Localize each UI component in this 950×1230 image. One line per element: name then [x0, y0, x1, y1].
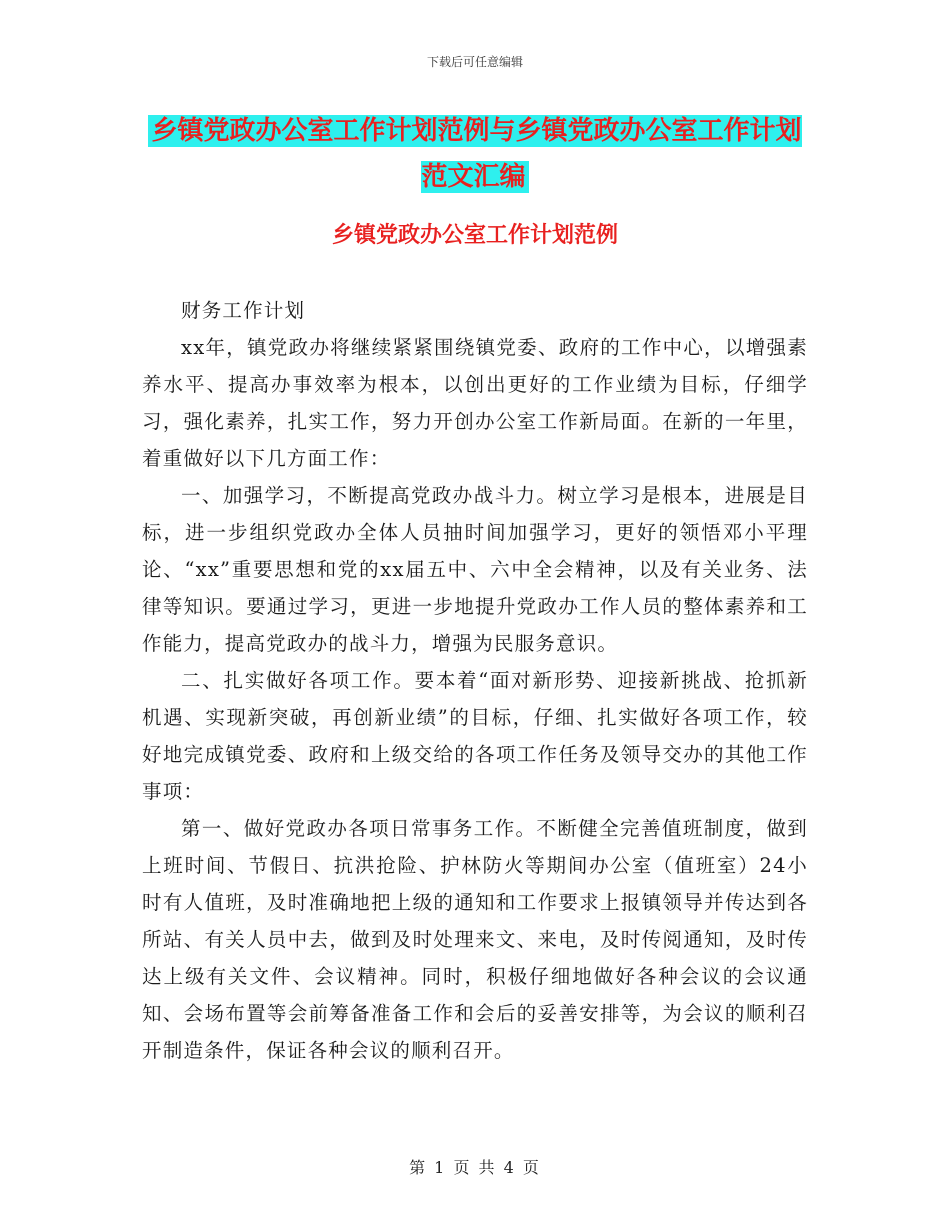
paragraph: xx年，镇党政办将继续紧紧围绕镇党委、政府的工作中心，以增强素养水平、提高办事效率为根本，以创出更好的工作业绩为目标，仔细学习，强化素养，扎实工作，努力开创办公室工作新局面。在新的一年里，着重做好以下几方面工作：	[142, 336, 808, 470]
header-note: 下载后可任意编辑	[426, 55, 523, 69]
body-text	[142, 292, 808, 1069]
section-title: 乡镇党政办公室工作计划范例	[331, 223, 618, 248]
paragraph-heading: 财务工作计划	[181, 299, 306, 322]
paragraph: 第一、做好党政办各项日常事务工作。不断健全完善值班制度，做到上班时间、节假日、抗洪抢险、护林防火等期间办公室（值班室）24小时有人值班，及时准确地把上级的通知和工作要求上报镇领导并传达到各所站、有关人员中去，做到及时处理来文、来电，及时传阅通知，及时传达上级有关文件、会议精神。同时，积极仔细地做好各种会议的会议通知、会场布置等会前筹备准备工作和会后的妥善安排等，为会议的顺利召开制造条件，保证各种会议的顺利召开。	[142, 817, 808, 1062]
page-footer: 第 1 页 共 4 页	[409, 1158, 541, 1177]
paragraph: 一、加强学习，不断提高党政办战斗力。树立学习是根本，进展是目标，进一步组织党政办全体人员抽时间加强学习，更好的领悟邓小平理论、“xx”重要思想和党的xx届五中、六中全会精神，以及有关业务、法律等知识。要通过学习，更进一步地提升党政办工作人员的整体素养和工作能力，提高党政办的战斗力，增强为民服务意识。	[142, 484, 808, 655]
document-title-text: 乡镇党政办公室工作计划范例与乡镇党政办公室工作计划范文汇编	[148, 115, 801, 193]
document-title	[140, 108, 810, 200]
paragraph: 二、扎实做好各项工作。要本着“面对新形势、迎接新挑战、抢抓新机遇、实现新突破，再创新业绩”的目标，仔细、扎实做好各项工作，较好地完成镇党委、政府和上级交给的各项工作任务及领导交办的其他工作事项：	[142, 669, 808, 803]
